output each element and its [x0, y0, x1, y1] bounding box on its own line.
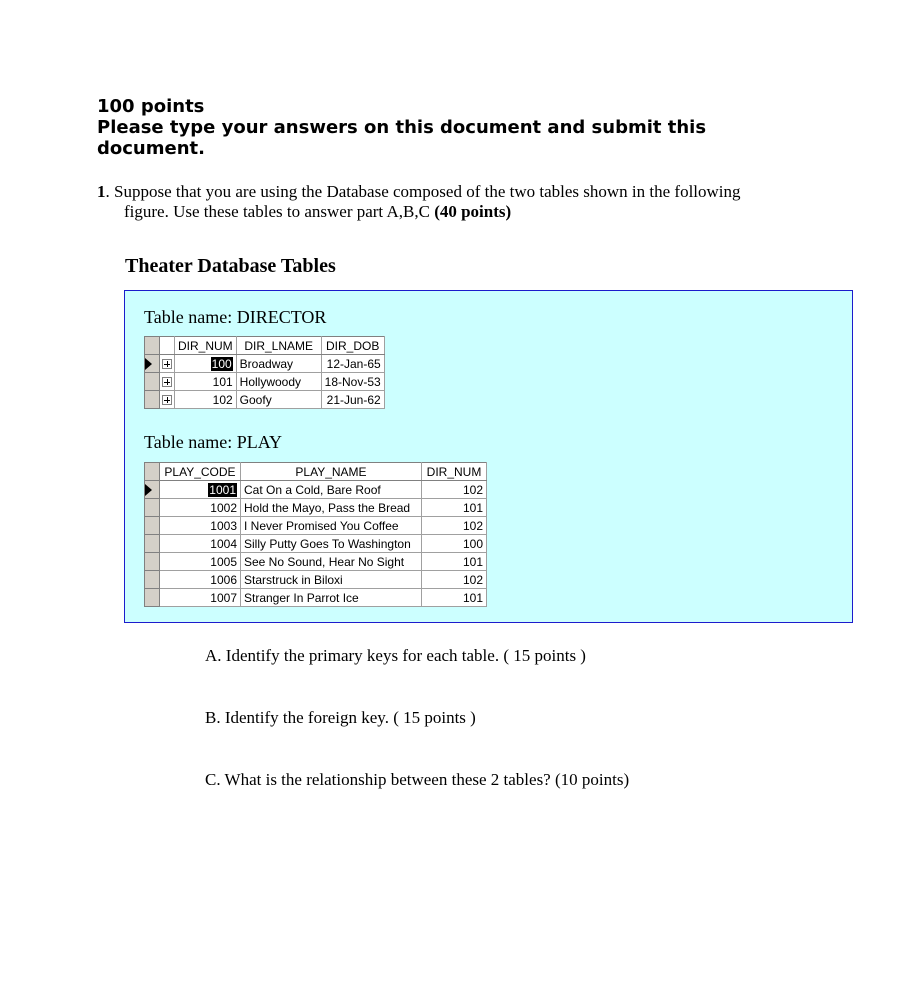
- current-row-arrow-icon: [145, 358, 152, 370]
- row-selector[interactable]: [145, 355, 160, 373]
- plus-icon: [162, 359, 172, 369]
- theater-database-figure: [124, 290, 853, 623]
- director-table: [144, 336, 385, 409]
- table-cell: Goofy: [236, 391, 321, 409]
- question-text-line-2: figure. Use these tables to answer part A,B,C: [124, 202, 435, 221]
- expand-row-button[interactable]: [160, 355, 175, 373]
- table-cell: See No Sound, Hear No Sight: [241, 553, 422, 571]
- table-row: [145, 355, 385, 373]
- table-cell: 21-Jun-62: [321, 391, 384, 409]
- table-row: [145, 391, 385, 409]
- row-selector[interactable]: [145, 481, 160, 499]
- question-points: (40 points): [434, 202, 512, 221]
- instructions-line-2: document.: [97, 138, 205, 159]
- table-cell: 18-Nov-53: [321, 373, 384, 391]
- table-cell: 1007: [160, 589, 241, 607]
- table-cell: 101: [175, 373, 237, 391]
- column-header: PLAY_CODE: [160, 463, 241, 481]
- table-row: [145, 373, 385, 391]
- question-text-line-1: . Suppose that you are using the Database composed of the two tables shown in the following: [105, 182, 741, 201]
- part-a: A. Identify the primary keys for each table. ( 15 points ): [205, 646, 586, 665]
- expand-row-button[interactable]: [160, 373, 175, 391]
- column-header: DIR_LNAME: [236, 337, 321, 355]
- table-cell: 102: [422, 571, 487, 589]
- table-cell: 101: [422, 553, 487, 571]
- row-selector[interactable]: [145, 517, 160, 535]
- table-cell: Cat On a Cold, Bare Roof: [241, 481, 422, 499]
- table-cell: Hollywoody: [236, 373, 321, 391]
- part-b: B. Identify the foreign key. ( 15 points ): [205, 708, 476, 727]
- row-selector-header: [145, 463, 160, 481]
- table-cell: Silly Putty Goes To Washington: [241, 535, 422, 553]
- table-cell: 1002: [160, 499, 241, 517]
- table-cell: Broadway: [236, 355, 321, 373]
- table-cell: 1004: [160, 535, 241, 553]
- plus-icon: [162, 377, 172, 387]
- table-cell: 100: [422, 535, 487, 553]
- table-cell: I Never Promised You Coffee: [241, 517, 422, 535]
- table-cell: 12-Jan-65: [321, 355, 384, 373]
- table-row: [145, 589, 487, 607]
- play-table-label: Table name: PLAY: [144, 432, 283, 452]
- table-cell: 1006: [160, 571, 241, 589]
- total-points: 100 points: [97, 96, 205, 117]
- document-header: [97, 96, 797, 159]
- table-cell: Starstruck in Biloxi: [241, 571, 422, 589]
- column-header: DIR_NUM: [175, 337, 237, 355]
- row-selector[interactable]: [145, 589, 160, 607]
- table-row: [145, 535, 487, 553]
- table-cell: 1003: [160, 517, 241, 535]
- table-cell: Hold the Mayo, Pass the Bread: [241, 499, 422, 517]
- question-number: 1: [97, 182, 106, 201]
- table-cell: 101: [422, 589, 487, 607]
- director-header-row: [145, 337, 385, 355]
- question-1: [97, 182, 817, 222]
- instructions-line-1: Please type your answers on this document and submit this: [97, 117, 707, 138]
- table-cell: 102: [175, 391, 237, 409]
- table-cell: 102: [422, 481, 487, 499]
- table-cell: 102: [422, 517, 487, 535]
- table-row: [145, 499, 487, 517]
- play-header-row: [145, 463, 487, 481]
- figure-title: Theater Database Tables: [125, 255, 336, 277]
- table-cell: 1001: [160, 481, 241, 499]
- table-row: [145, 481, 487, 499]
- expander-header: [160, 337, 175, 355]
- row-selector[interactable]: [145, 373, 160, 391]
- expand-row-button[interactable]: [160, 391, 175, 409]
- row-selector-header: [145, 337, 160, 355]
- plus-icon: [162, 395, 172, 405]
- row-selector[interactable]: [145, 535, 160, 553]
- table-row: [145, 553, 487, 571]
- row-selector[interactable]: [145, 571, 160, 589]
- column-header: DIR_NUM: [422, 463, 487, 481]
- table-cell: 1005: [160, 553, 241, 571]
- play-table: [144, 462, 487, 607]
- table-cell: Stranger In Parrot Ice: [241, 589, 422, 607]
- table-cell: 100: [175, 355, 237, 373]
- column-header: DIR_DOB: [321, 337, 384, 355]
- part-c: C. What is the relationship between these 2 tables? (10 points): [205, 770, 630, 789]
- table-cell: 101: [422, 499, 487, 517]
- table-row: [145, 571, 487, 589]
- row-selector[interactable]: [145, 499, 160, 517]
- row-selector[interactable]: [145, 553, 160, 571]
- current-row-arrow-icon: [145, 484, 152, 496]
- column-header: PLAY_NAME: [241, 463, 422, 481]
- table-row: [145, 517, 487, 535]
- director-table-label: Table name: DIRECTOR: [144, 307, 327, 327]
- row-selector[interactable]: [145, 391, 160, 409]
